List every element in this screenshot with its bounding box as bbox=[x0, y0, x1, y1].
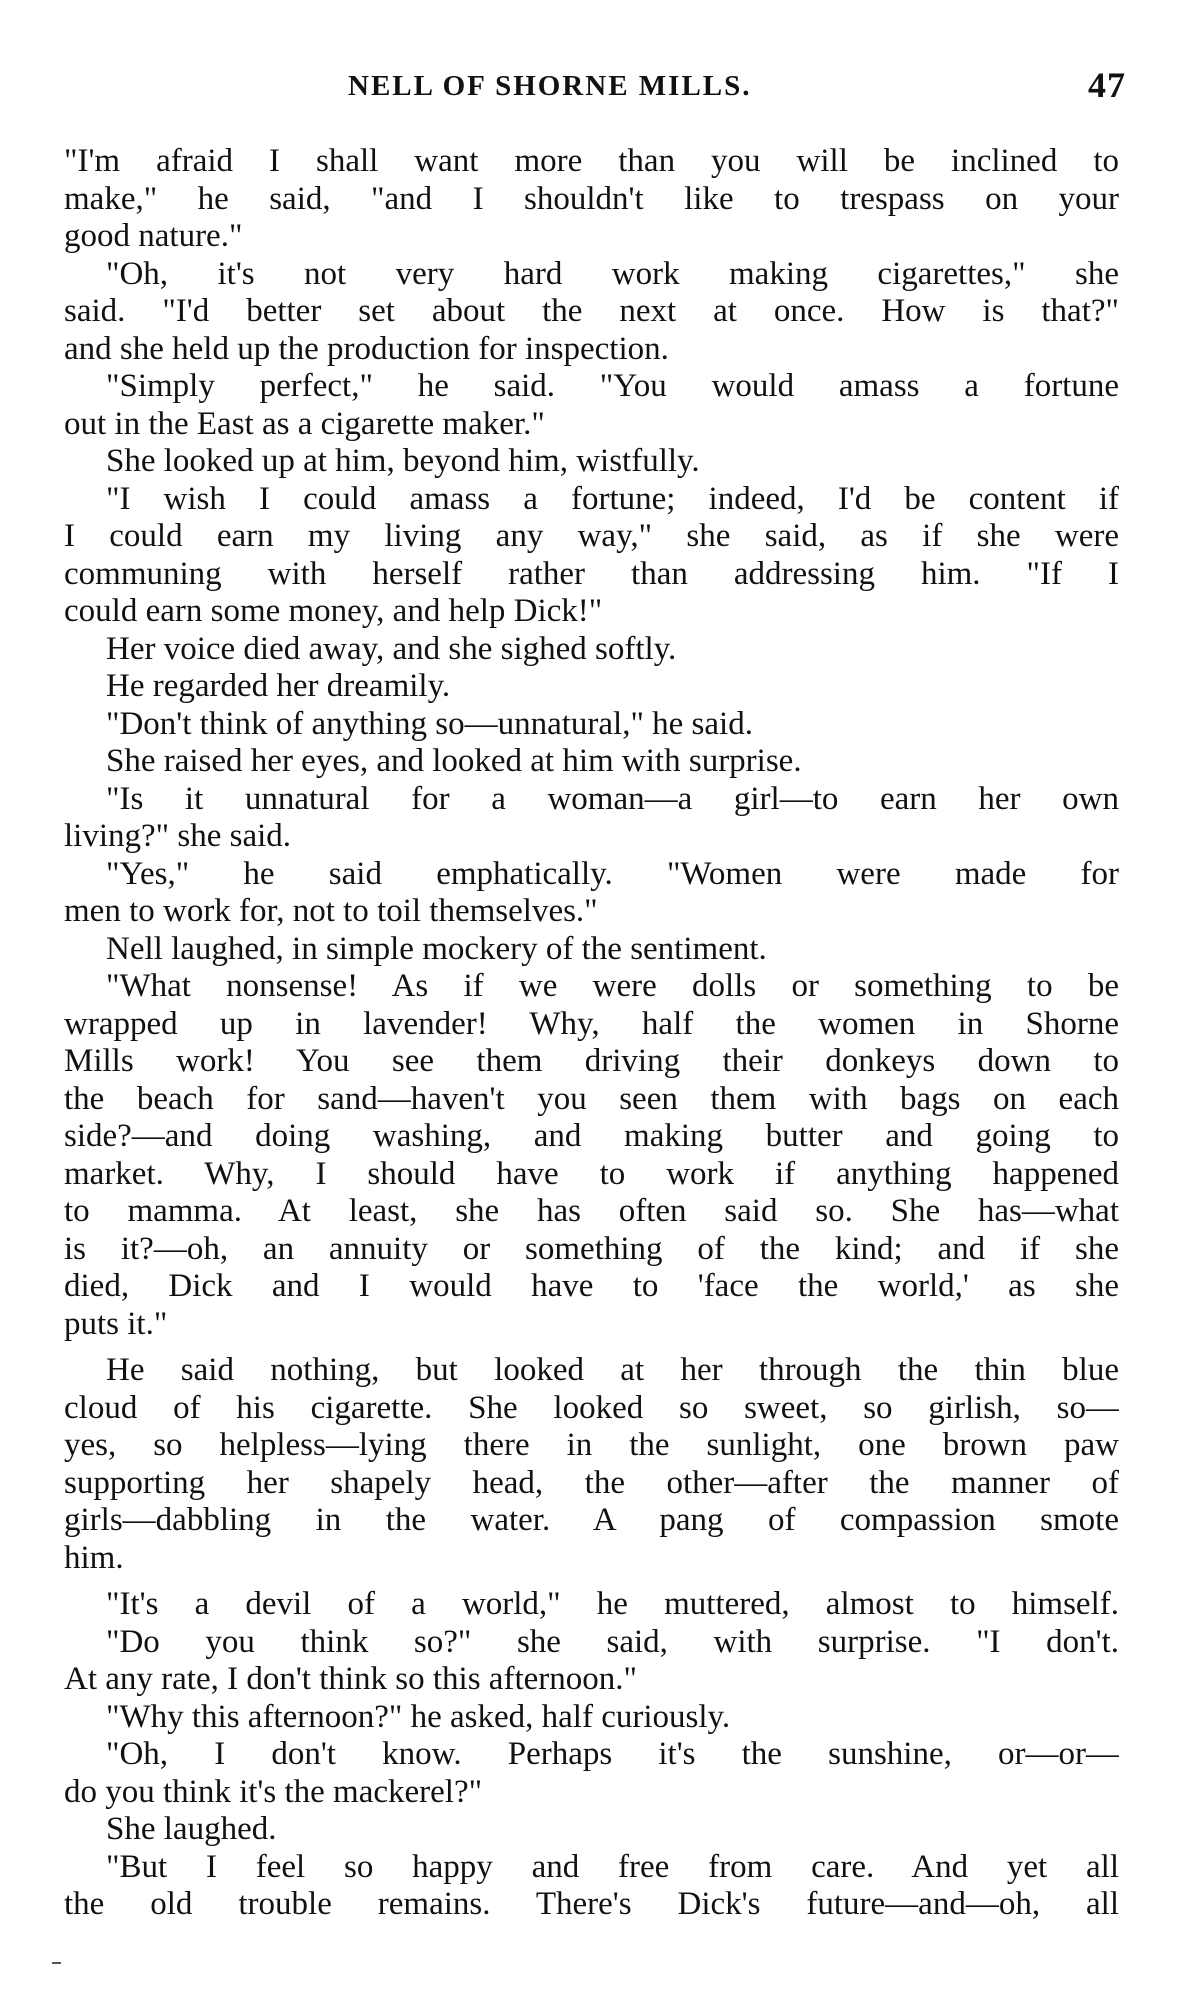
text-line: good nature." bbox=[64, 218, 243, 254]
text-line: men to work for, not to toil themselves." bbox=[64, 893, 598, 929]
text-line: could earn some money, and help Dick!" bbox=[64, 593, 603, 629]
text-line: girls—dabbling in the water. A pang of compassion smote bbox=[64, 1502, 1119, 1538]
text-line: supporting her shapely head, the other—after the manner of bbox=[64, 1464, 1119, 1501]
text-line: out in the East as a cigarette maker." bbox=[64, 405, 545, 442]
text-line: died, Dick and I would have to 'face the world,' as she bbox=[64, 1268, 1119, 1304]
text-line: "Yes," he said emphatically. "Women were made for bbox=[106, 855, 1119, 892]
text-line: puts it." bbox=[64, 1305, 168, 1342]
text-line: side?—and doing washing, and making butter and going to bbox=[64, 1118, 1119, 1154]
text-line: the old trouble remains. There's Dick's future—and—oh, all bbox=[64, 1886, 1119, 1922]
text-line: Nell laughed, in simple mockery of the sentiment. bbox=[106, 930, 767, 967]
text-line: communing with herself rather than addressing him. "If I bbox=[64, 555, 1119, 592]
text-line: "I'm afraid I shall want more than you will be inclined to bbox=[64, 143, 1119, 179]
scan-edge-mark bbox=[52, 1962, 61, 1964]
text-line: She laughed. bbox=[106, 1811, 277, 1847]
body-text bbox=[64, 143, 1119, 1924]
text-line: She raised her eyes, and looked at him with surprise. bbox=[106, 743, 802, 779]
text-line: She looked up at him, beyond him, wistfully. bbox=[106, 443, 700, 479]
text-line: At any rate, I don't think so this afternoon." bbox=[64, 1661, 637, 1697]
text-line: "Oh, I don't know. Perhaps it's the sunshine, or—or— bbox=[106, 1736, 1119, 1772]
running-head: NELL OF SHORNE MILLS. bbox=[348, 70, 752, 102]
text-line: the beach for sand—haven't you seen them with bags on each bbox=[64, 1080, 1119, 1117]
page-header bbox=[64, 64, 1124, 104]
text-line: "I wish I could amass a fortune; indeed, I'd be content if bbox=[106, 480, 1119, 517]
text-line: "Why this afternoon?" he asked, half curiously. bbox=[106, 1698, 731, 1735]
text-line: said. "I'd better set about the next at once. How is that?" bbox=[64, 293, 1119, 329]
text-line: living?" she said. bbox=[64, 818, 292, 854]
text-line: He said nothing, but looked at her through the thin blue bbox=[106, 1352, 1119, 1388]
text-line: yes, so helpless—lying there in the sunlight, one brown paw bbox=[64, 1427, 1119, 1463]
text-line: Mills work! You see them driving their donkeys down to bbox=[64, 1043, 1119, 1079]
text-line: and she held up the production for inspection. bbox=[64, 330, 669, 367]
page-number: 47 bbox=[1088, 65, 1126, 105]
text-line: "Simply perfect," he said. "You would amass a fortune bbox=[106, 368, 1119, 404]
text-line: Her voice died away, and she sighed softly. bbox=[106, 630, 677, 667]
text-line: I could earn my living any way," she said, as if she were bbox=[64, 518, 1119, 554]
text-line: make," he said, "and I shouldn't like to trespass on your bbox=[64, 180, 1119, 217]
text-line: "But I feel so happy and free from care. And yet all bbox=[106, 1848, 1119, 1885]
text-line: He regarded her dreamily. bbox=[106, 668, 451, 704]
text-line: do you think it's the mackerel?" bbox=[64, 1773, 483, 1810]
text-line: to mamma. At least, she has often said so. She has—what bbox=[64, 1193, 1119, 1229]
text-line: "Oh, it's not very hard work making cigarettes," she bbox=[106, 255, 1119, 292]
text-line: "Do you think so?" she said, with surprise. "I don't. bbox=[106, 1623, 1119, 1660]
text-line: "What nonsense! As if we were dolls or something to be bbox=[106, 968, 1119, 1004]
text-line: is it?—oh, an annuity or something of the kind; and if she bbox=[64, 1230, 1119, 1267]
text-line: "Is it unnatural for a woman—a girl—to earn her own bbox=[106, 780, 1119, 817]
text-line: him. bbox=[64, 1539, 124, 1576]
text-line: cloud of his cigarette. She looked so sweet, so girlish, so— bbox=[64, 1389, 1119, 1426]
text-line: "Don't think of anything so—unnatural," he said. bbox=[106, 705, 753, 742]
text-line: wrapped up in lavender! Why, half the women in Shorne bbox=[64, 1005, 1119, 1042]
text-line: "It's a devil of a world," he muttered, almost to himself. bbox=[106, 1586, 1119, 1622]
text-line: market. Why, I should have to work if anything happened bbox=[64, 1155, 1119, 1192]
